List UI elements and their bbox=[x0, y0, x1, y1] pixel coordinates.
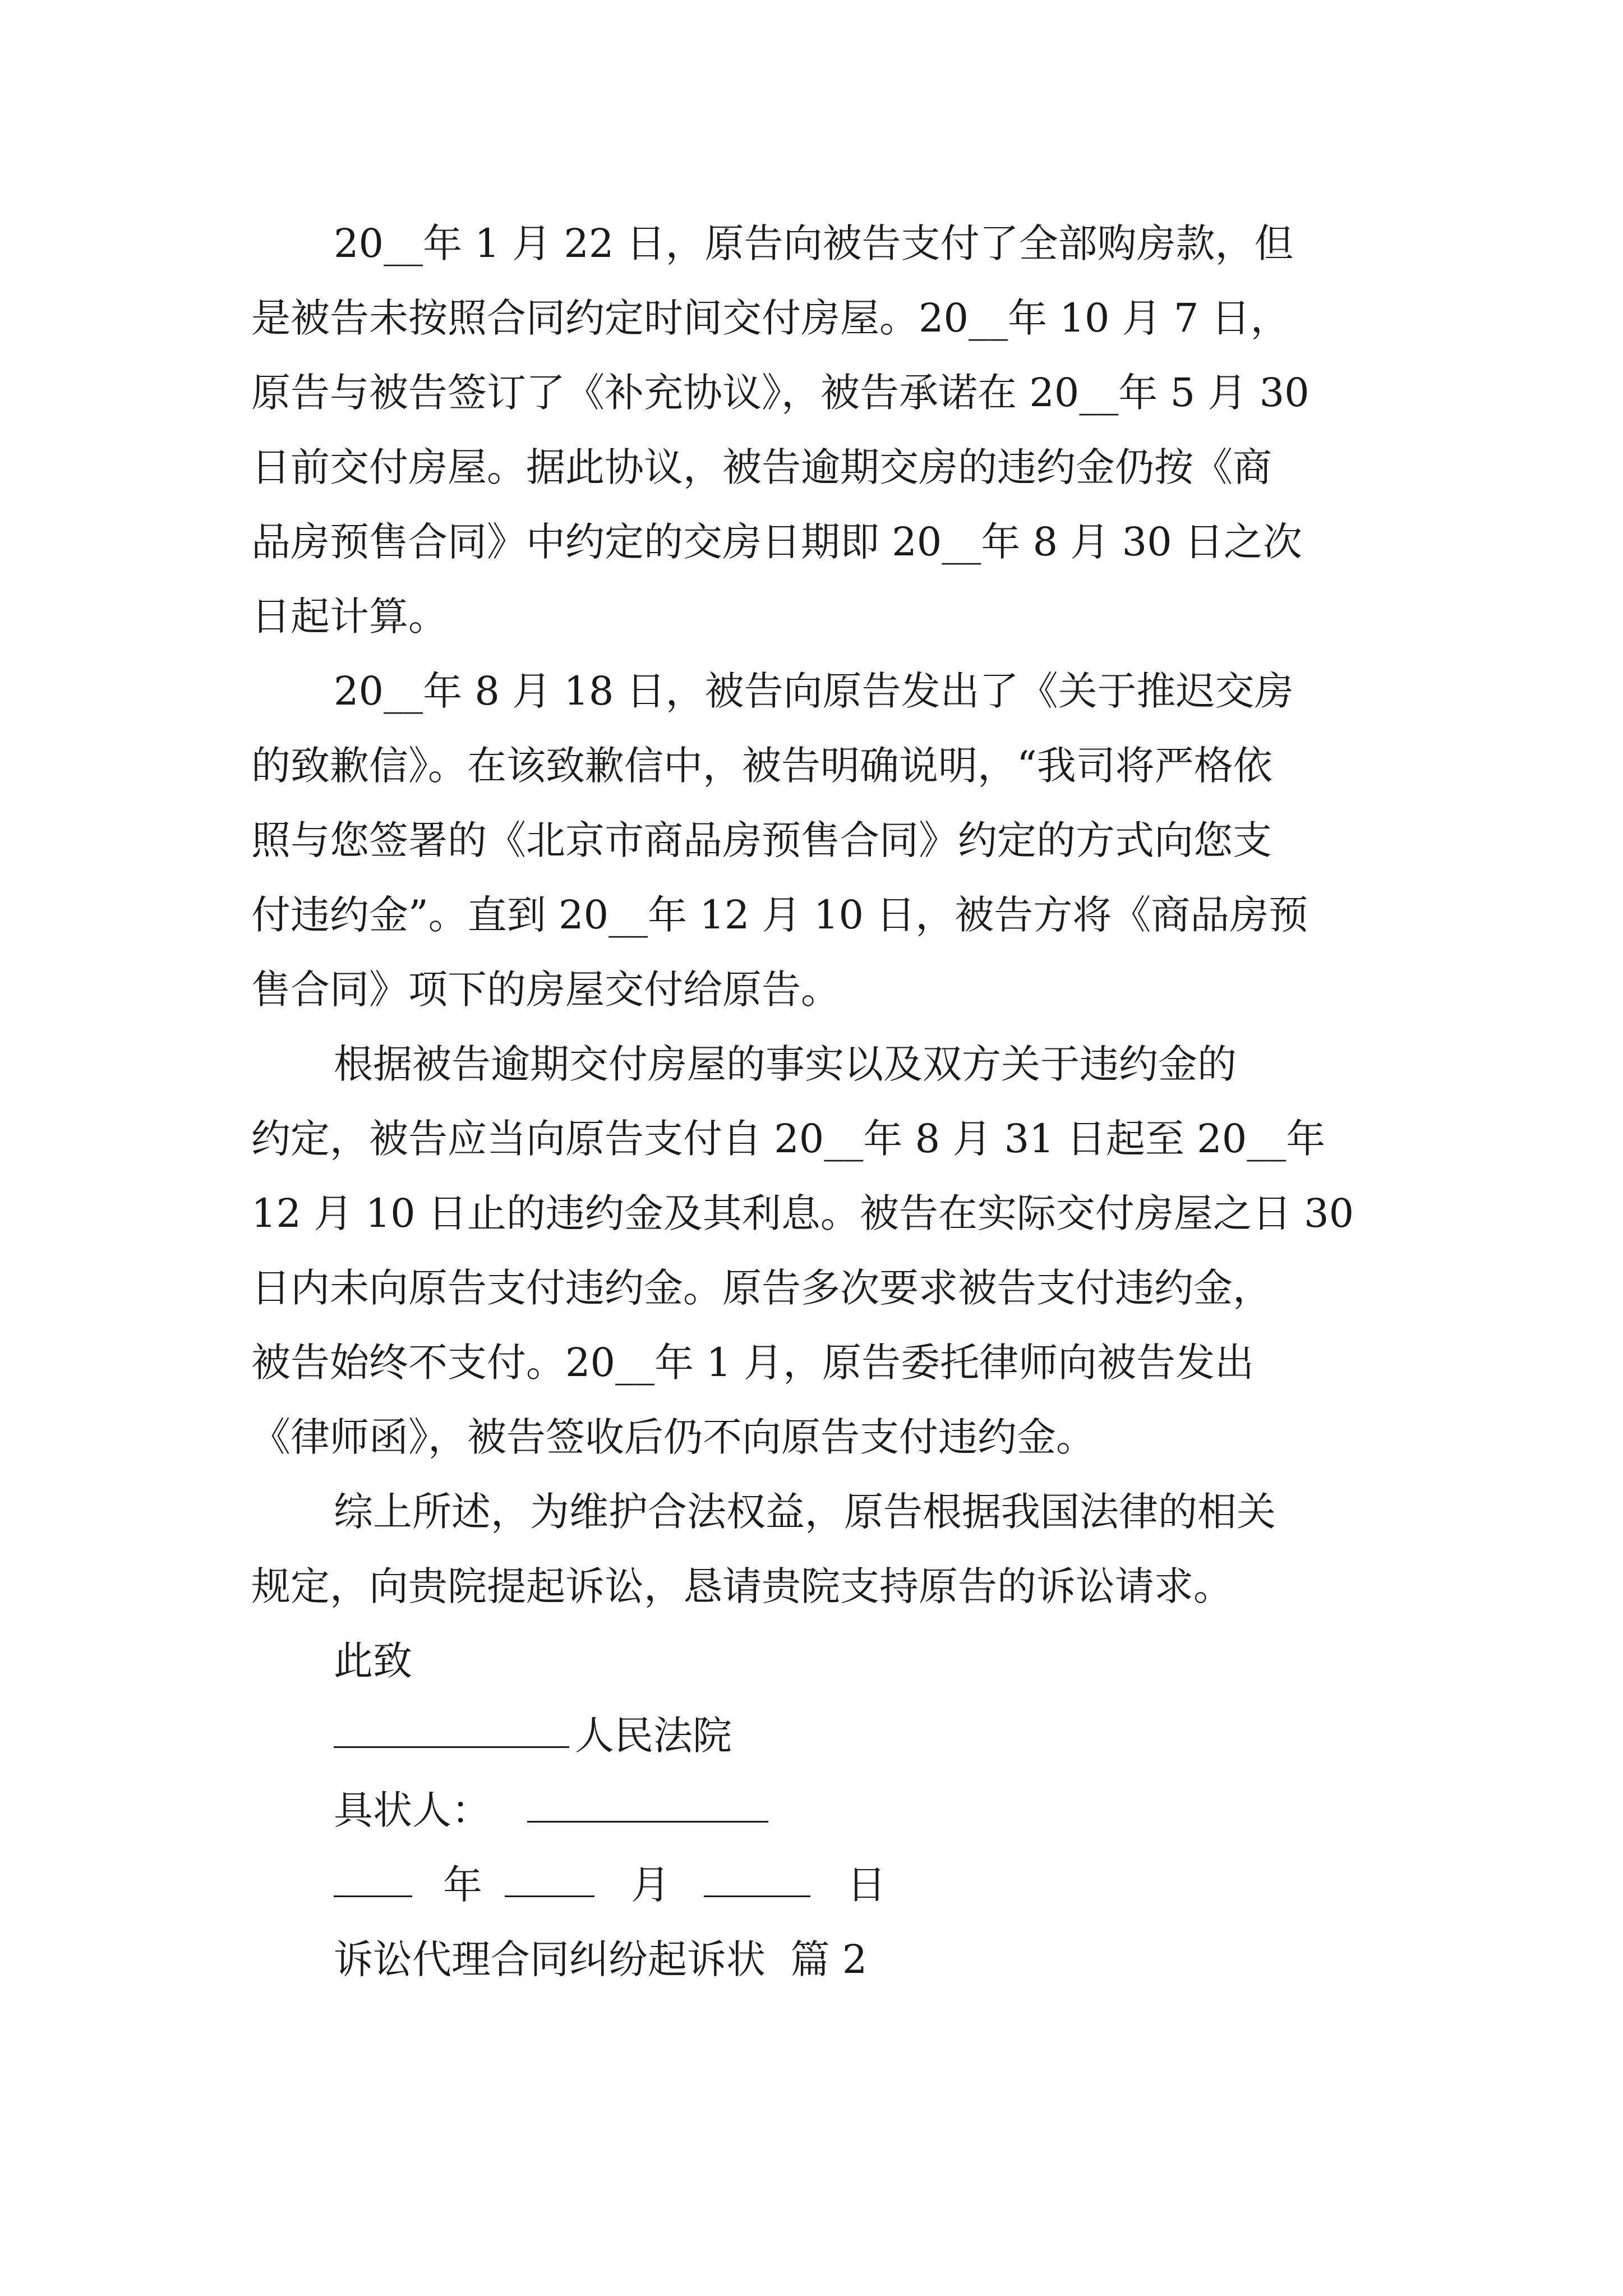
document-line: 约定，被告应当向原告支付自 20__年 8 月 31 日起至 20__年 bbox=[251, 1116, 1326, 1162]
date-line: 年 月 日 bbox=[0, 1860, 1623, 1910]
document-line: 原告与被告签订了《补充协议》，被告承诺在 20__年 5 月 30 bbox=[251, 370, 1310, 416]
document-line: 综上所述，为维护合法权益，原告根据我国法律的相关 bbox=[334, 1489, 1276, 1535]
document-line: 20__年 8 月 18 日，被告向原告发出了《关于推迟交房 bbox=[334, 668, 1294, 714]
day-blank bbox=[704, 1860, 810, 1897]
document-line: 日起计算。 bbox=[251, 593, 448, 639]
signer-blank bbox=[527, 1785, 768, 1823]
document-line: 日内未向原告支付违约金。原告多次要求被告支付违约金， bbox=[251, 1265, 1272, 1311]
document-line: 付违约金”。直到 20__年 12 月 10 日，被告方将《商品房预 bbox=[251, 892, 1308, 938]
document-line: 被告始终不支付。20__年 1 月，原告委托律师向被告发出 bbox=[251, 1340, 1255, 1386]
court-line: 人民法院 bbox=[0, 1710, 1623, 1761]
document-line: 根据被告逾期交付房屋的事实以及双方关于违约金的 bbox=[334, 1041, 1237, 1087]
document-line: 售合同》项下的房屋交付给原告。 bbox=[251, 967, 840, 1013]
document-line: 规定，向贵院提起诉讼，恳请贵院支持原告的诉讼请求。 bbox=[251, 1563, 1233, 1609]
document-line: 《律师函》，被告签收后仍不向原告支付违约金。 bbox=[251, 1414, 1095, 1460]
document-line: 的致歉信》。在该致歉信中，被告明确说明，“我司将严格依 bbox=[251, 743, 1272, 789]
document-line: 品房预售合同》中约定的交房日期即 20__年 8 月 30 日之次 bbox=[251, 519, 1302, 565]
document-line: 照与您签署的《北京市商品房预售合同》约定的方式向您支 bbox=[251, 817, 1272, 863]
document-line: 20__年 1 月 22 日，原告向被告支付了全部购房款，但 bbox=[334, 220, 1294, 266]
next-section-heading: 诉讼代理合同纠纷起诉状 篇 2 bbox=[334, 1936, 868, 1982]
court-name-blank bbox=[334, 1710, 569, 1748]
salutation: 此致 bbox=[334, 1638, 412, 1684]
month-blank bbox=[505, 1860, 594, 1897]
document-line: 12 月 10 日止的违约金及其利息。被告在实际交付房屋之日 30 bbox=[251, 1190, 1354, 1236]
document-line: 是被告未按照合同约定时间交付房屋。20__年 10 月 7 日， bbox=[251, 295, 1290, 341]
year-blank bbox=[334, 1860, 412, 1897]
signer-line: 具状人： bbox=[0, 1785, 1623, 1835]
document-line: 日前交付房屋。据此协议，被告逾期交房的违约金仍按《商 bbox=[251, 444, 1272, 490]
